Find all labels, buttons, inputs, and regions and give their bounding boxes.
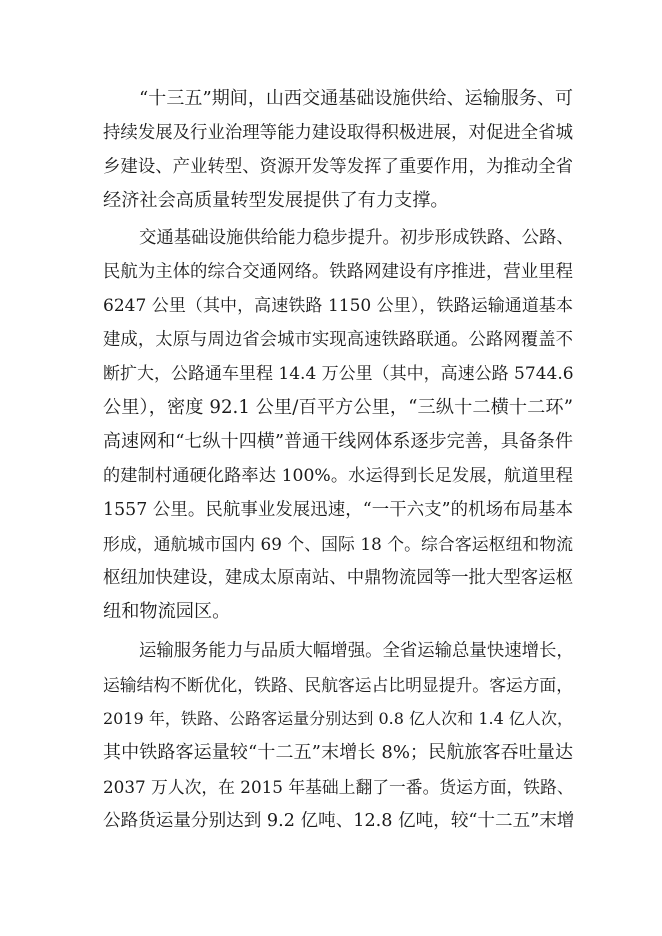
paragraph-1-line-2: 持续发展及行业治理等能力建设取得积极进展，对促进全省城 [103, 123, 573, 143]
paragraph-3-line-5: 2037 万人次，在 2015 年基础上翻了一番。货运方面，铁路、 [103, 777, 574, 797]
paragraph-2-line-8: 的建制村通硬化路率达 100%。水运得到长足发展，航道里程 [103, 466, 573, 486]
paragraph-3-line-4: 其中铁路客运量较“十二五”末增长 8%；民航旅客吞吐量达 [103, 742, 573, 763]
paragraph-3-line-2: 运输结构不断优化，铁路、民航客运占比明显提升。客运方面， [103, 675, 573, 695]
paragraph-3-line-1: 运输服务能力与品质大幅增强。全省运输总量快速增长， [139, 641, 574, 661]
paragraph-2-line-7: 高速网和“七纵十四横”普通干线网体系逐步完善，具备条件 [103, 431, 573, 452]
paragraph-2-line-6: 公里），密度 92.1 公里/百平方公里，“三纵十二横十二环” [103, 397, 573, 418]
paragraph-2-line-12: 纽和物流园区。 [103, 601, 231, 622]
paragraph-2-line-2: 民航为主体的综合交通网络。铁路网建设有序推进，营业里程 [103, 262, 573, 282]
paragraph-2-line-11: 枢纽加快建设，建成太原南站、中鼎物流园等一批大型客运枢 [103, 568, 573, 588]
paragraph-2-line-9: 1557 公里。民航事业发展迅速，“一干六支”的机场布局基本 [103, 500, 573, 520]
paragraph-3-line-6: 公路货运量分别达到 9.2 亿吨、12.8 亿吨，较“十二五”末增 [103, 811, 575, 831]
paragraph-2-line-3: 6247 公里（其中，高速铁路 1150 公里），铁路运输通道基本 [103, 296, 573, 316]
paragraph-2-line-1: 交通基础设施供给能力稳步提升。初步形成铁路、公路、 [139, 228, 574, 248]
paragraph-2-line-10: 形成，通航城市国内 69 个、国际 18 个。综合客运枢纽和物流 [103, 534, 573, 554]
paragraph-1-line-3: 乡建设、产业转型、资源开发等发挥了重要作用，为推动全省 [103, 157, 573, 177]
paragraph-2-line-5: 断扩大，公路通车里程 14.4 万公里（其中，高速公路 5744.6 [103, 364, 574, 384]
paragraph-2-line-4: 建成，太原与周边省会城市实现高速铁路联通。公路网覆盖不 [103, 330, 573, 350]
paragraph-1-line-4: 经济社会高质量转型发展提供了有力支撑。 [103, 190, 449, 211]
paragraph-1-line-1: “十三五”期间，山西交通基础设施供给、运输服务、可 [139, 88, 573, 109]
paragraph-3-line-3: 2019 年，铁路、公路客运量分别达到 0.8 亿人次和 1.4 亿人次， [103, 709, 573, 728]
